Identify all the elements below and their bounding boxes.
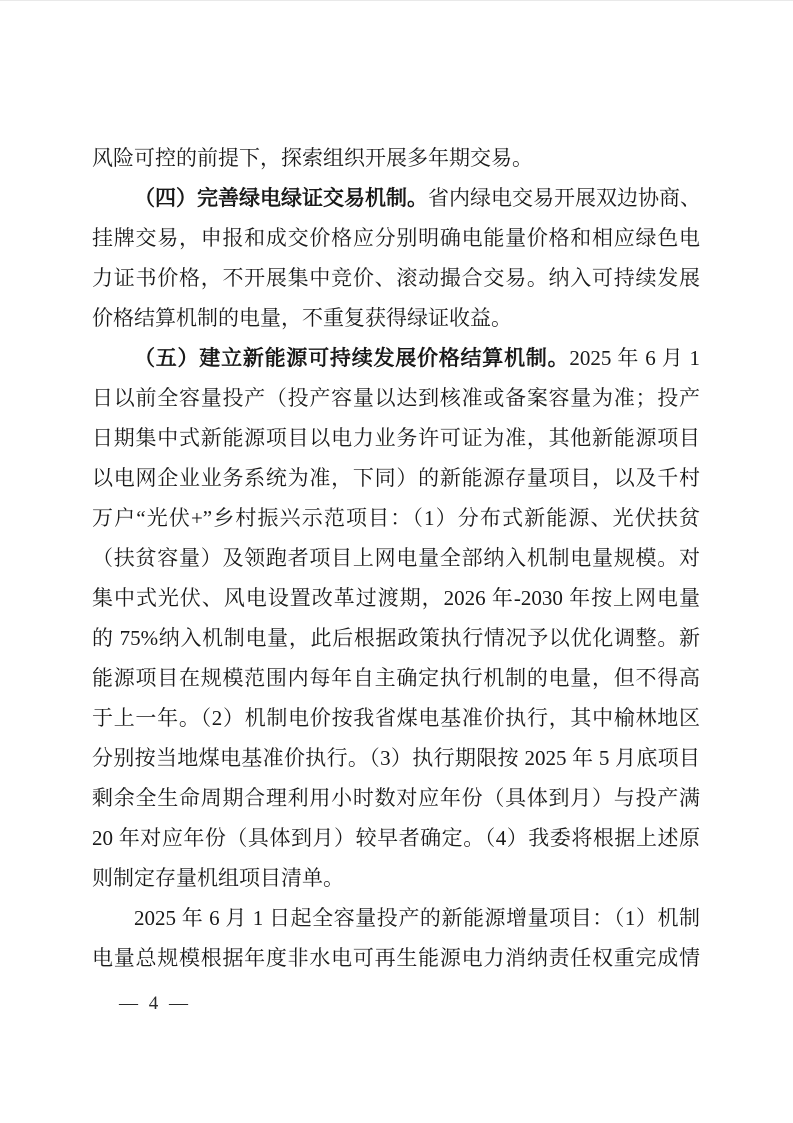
text-segment: （扶贫容量）及领跑者项目上网电量全部纳入机制电量规模。对	[92, 546, 700, 570]
text-line	[92, 378, 700, 418]
text-segment: 集中式光伏、风电设置改革过渡期，2026 年-2030 年按上网电量	[92, 586, 700, 610]
text-segment: 价格结算机制的电量，不重复获得绿证收益。	[92, 306, 512, 330]
text-line	[92, 738, 700, 778]
text-segment: 以电网企业业务系统为准，下同）的新能源存量项目，以及千村	[92, 466, 700, 490]
text-line	[92, 538, 700, 578]
text-segment: 挂牌交易，申报和成交价格应分别明确电能量价格和相应绿色电	[92, 226, 700, 250]
text-segment: 则制定存量机组项目清单。	[92, 866, 344, 890]
text-line	[92, 458, 700, 498]
text-segment: 力证书价格，不开展集中竞价、滚动撮合交易。纳入可持续发展	[92, 266, 700, 290]
text-line	[92, 498, 700, 538]
page-number: — 4 —	[119, 993, 191, 1014]
text-segment: 剩余全生命周期合理利用小时数对应年份（具体到月）与投产满	[92, 786, 700, 810]
text-line	[92, 618, 700, 658]
text-line	[92, 898, 700, 938]
text-segment: 2025 年 6 月 1 日起全容量投产的新能源增量项目：（1）机制	[134, 906, 700, 930]
text-line	[92, 858, 700, 898]
text-line	[92, 698, 700, 738]
section-heading: （四）完善绿电绿证交易机制。	[134, 186, 428, 210]
text-segment: 能源项目在规模范围内每年自主确定执行机制的电量，但不得高	[92, 666, 700, 690]
text-line	[92, 218, 700, 258]
text-line	[92, 578, 700, 618]
text-line	[92, 818, 700, 858]
text-line	[92, 298, 700, 338]
text-line	[92, 178, 700, 218]
text-segment: 电量总规模根据年度非水电可再生能源电力消纳责任权重完成情	[92, 946, 700, 970]
section-heading: （五）建立新能源可持续发展价格结算机制。	[134, 346, 570, 370]
text-line	[92, 338, 700, 378]
text-line	[92, 258, 700, 298]
text-segment: 日期集中式新能源项目以电力业务许可证为准，其他新能源项目	[92, 426, 700, 450]
text-segment: 分别按当地煤电基准价执行。（3）执行期限按 2025 年 5 月底项目	[92, 746, 700, 770]
text-segment: 风险可控的前提下，探索组织开展多年期交易。	[92, 146, 533, 170]
text-segment: 万户“光伏+”乡村振兴示范项目：（1）分布式新能源、光伏扶贫	[92, 506, 700, 530]
text-segment: 2025 年 6 月 1	[569, 346, 701, 370]
text-segment: 日以前全容量投产（投产容量以达到核准或备案容量为准；投产	[92, 386, 700, 410]
text-line	[92, 138, 700, 178]
text-line	[92, 418, 700, 458]
text-segment: 的 75%纳入机制电量，此后根据政策执行情况予以优化调整。新	[92, 626, 700, 650]
text-segment: 20 年对应年份（具体到月）较早者确定。（4）我委将根据上述原	[92, 826, 700, 850]
text-line	[92, 778, 700, 818]
text-line	[92, 658, 700, 698]
document-body	[92, 138, 700, 978]
text-segment: 省内绿电交易开展双边协商、	[428, 186, 701, 210]
text-segment: 于上一年。（2）机制电价按我省煤电基准价执行，其中榆林地区	[92, 706, 700, 730]
text-line	[92, 938, 700, 978]
